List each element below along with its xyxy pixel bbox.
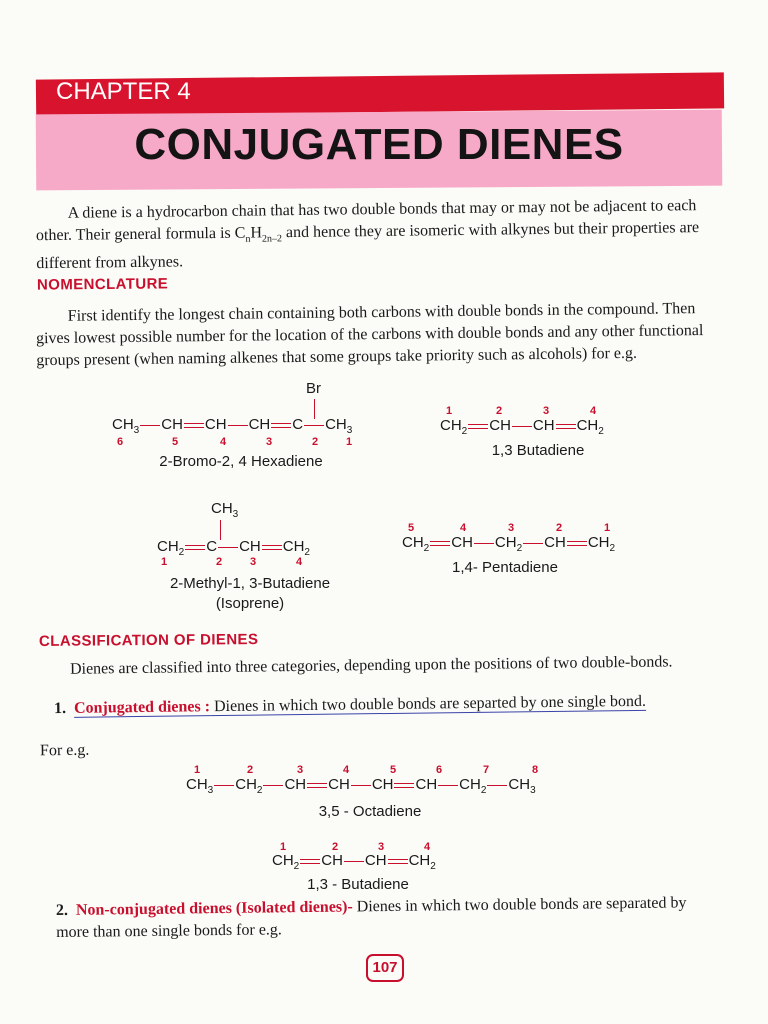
chapter-label: CHAPTER 4 bbox=[56, 78, 191, 105]
item-1-number: 1. bbox=[53, 699, 67, 718]
pentadiene-name: 1,4- Pentadiene bbox=[452, 559, 558, 576]
butadiene-b-num-2: 2 bbox=[332, 841, 339, 853]
bromo-num-4: 4 bbox=[220, 436, 227, 448]
butadiene-b-name: 1,3 - Butadiene bbox=[307, 876, 409, 893]
intro-paragraph bbox=[36, 195, 721, 276]
octadiene-num-2: 2 bbox=[247, 764, 254, 776]
bromo-num-2: 2 bbox=[312, 436, 319, 448]
nomenclature-heading: NOMENCLATURE bbox=[36, 275, 169, 294]
page-number: 107 bbox=[366, 954, 404, 982]
bromohexadiene-name: 2-Bromo-2, 4 Hexadiene bbox=[159, 453, 323, 470]
pentadiene-chain: $CH_2$ CH $CH_2$ CH $CH_2$ bbox=[402, 534, 616, 554]
octadiene-num-7: 7 bbox=[483, 764, 490, 776]
butadiene-b-num-1: 1 bbox=[280, 841, 287, 853]
item-1-term: Conjugated dienes : bbox=[73, 698, 211, 717]
formula-sub-n: n bbox=[245, 233, 251, 245]
octadiene-num-4: 4 bbox=[343, 764, 350, 776]
butadiene-a-num-3: 3 bbox=[543, 405, 550, 417]
octadiene-num-8: 8 bbox=[532, 764, 539, 776]
bromo-num-3: 3 bbox=[266, 436, 273, 448]
pentadiene-num-1: 1 bbox=[604, 522, 611, 534]
isoprene-vertical-bond bbox=[220, 520, 221, 540]
item-1-text: Dienes in which two double bonds are separted by one single bond. bbox=[209, 692, 647, 716]
classification-paragraph: Dienes are classified into three categories, depending upon the positions of two double-bonds. bbox=[69, 653, 673, 678]
octadiene-num-6: 6 bbox=[436, 764, 443, 776]
isoprene-num-2: 2 bbox=[216, 556, 223, 568]
classification-heading: CLASSIFICATION OF DIENES bbox=[38, 631, 259, 650]
item-2-term: Non-conjugated dienes (Isolated dienes)- bbox=[75, 898, 353, 919]
octadiene-num-1: 1 bbox=[194, 764, 201, 776]
butadiene-a-num-2: 2 bbox=[496, 405, 503, 417]
for-eg-label: For e.g. bbox=[39, 741, 90, 760]
butadiene-b-num-3: 3 bbox=[378, 841, 385, 853]
formula-h: H bbox=[250, 224, 263, 242]
item-2-text: Dienes in which two double bonds are separated by more than one single bonds for e.g. bbox=[56, 894, 687, 942]
bromo-num-5: 5 bbox=[172, 436, 179, 448]
isoprene-num-1: 1 bbox=[161, 556, 168, 568]
intro-text-a: A diene is a hydrocarbon chain that has two double bonds that may or may not be adjacent to each other. Their general formula is C bbox=[35, 197, 697, 245]
pentadiene-num-2: 2 bbox=[556, 522, 563, 534]
pentadiene-num-5: 5 bbox=[408, 522, 415, 534]
butadiene-a-name: 1,3 Butadiene bbox=[491, 442, 585, 459]
chapter-title: CONJUGATED DIENES bbox=[134, 120, 624, 169]
nomenclature-paragraph: First identify the longest chain containing both carbons with double bonds in the compound. Then gives lowest possible number for the location of the carbons with double bonds and any other functional groups present (when naming alkenes that some groups take priority such as alcohols) for e.g. bbox=[35, 300, 704, 370]
isoprene-substituent: $CH_3$ bbox=[211, 500, 239, 520]
bromohexadiene-chain: $CH_3$ CH CH CH C $CH_3$ bbox=[112, 416, 353, 436]
pentadiene-num-4: 4 bbox=[460, 522, 467, 534]
isoprene-chain: $CH_2$ C CH $CH_2$ bbox=[157, 538, 310, 558]
item-2-number: 2. bbox=[55, 901, 68, 920]
butadiene-b-num-4: 4 bbox=[424, 841, 431, 853]
intro-text-b: and hence they are isomeric with alkynes but their properties are different from alkynes. bbox=[36, 219, 700, 273]
isoprene-num-3: 3 bbox=[250, 556, 257, 568]
octadiene-num-5: 5 bbox=[390, 764, 397, 776]
butadiene-a-num-1: 1 bbox=[446, 405, 453, 417]
butadiene-b-chain: $CH_2$ CH CH $CH_2$ bbox=[272, 852, 436, 872]
isoprene-name: 2-Methyl-1, 3-Butadiene bbox=[169, 575, 331, 592]
octadiene-num-3: 3 bbox=[297, 764, 304, 776]
bromo-num-6: 6 bbox=[117, 436, 124, 448]
butadiene-a-num-4: 4 bbox=[590, 405, 597, 417]
isoprene-num-4: 4 bbox=[296, 556, 303, 568]
bromo-num-1: 1 bbox=[346, 436, 353, 448]
butadiene-a-chain: $CH_2$ CH CH $CH_2$ bbox=[440, 417, 604, 437]
item-1 bbox=[54, 690, 720, 720]
octadiene-chain: $CH_3$ $CH_2$ CH CH CH CH $CH_2$ $CH_3$ bbox=[186, 776, 536, 796]
bromo-substituent: Br bbox=[306, 380, 321, 397]
octadiene-name: 3,5 - Octadiene bbox=[318, 803, 422, 820]
item-2 bbox=[56, 892, 720, 944]
pentadiene-num-3: 3 bbox=[508, 522, 515, 534]
isoprene-common-name: (Isoprene) bbox=[215, 595, 285, 612]
formula-sub-2n2: 2n–2 bbox=[261, 233, 283, 245]
